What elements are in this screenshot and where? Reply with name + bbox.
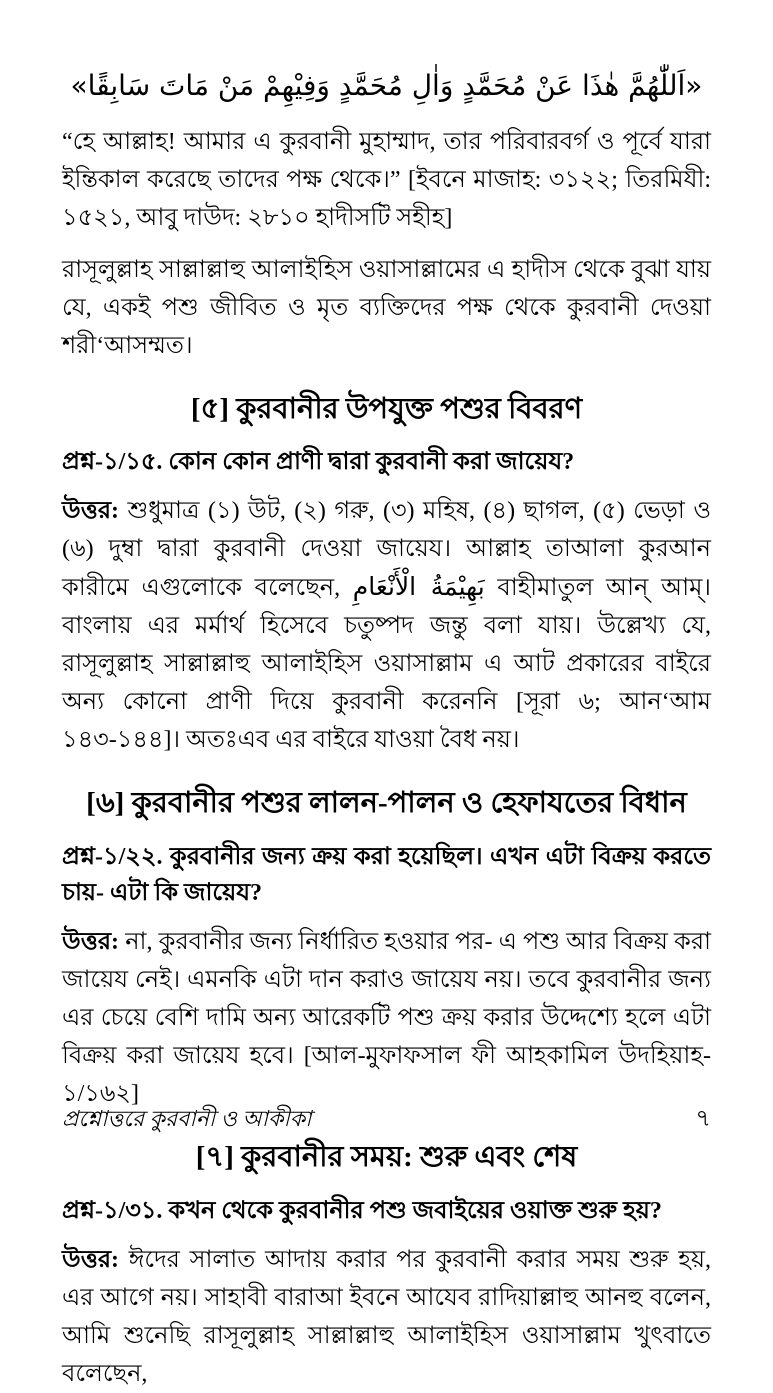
question-1-22: প্রশ্ন-১/২২. কুরবানীর জন্য ক্রয় করা হয়েছিল। এখন এটা বিক্রয় করতে চায়- এটা কি জায়েয? bbox=[62, 844, 711, 907]
section-5-heading: [৫] কুরবানীর উপযুক্ত পশুর বিবরণ bbox=[190, 392, 583, 425]
arabic-dua-line: «اَللّٰهُمَّ هٰذَا عَنْ مُحَمَّدٍ وَاٰلِ مُحَمَّدٍ وَفِيْهِمْ مَنْ مَاتَ سَابِقًا» bbox=[70, 69, 703, 102]
answer-label: উত্তর: bbox=[62, 498, 120, 525]
answer-1-31 bbox=[62, 1241, 711, 1393]
answer-1-15-text-after-arabic: বাহীমাতুল আন্ আম্। বাংলায় এর মর্মার্থ হিসেবে চতুষ্পদ জন্তু বলা যায়। উল্লেখ্য যে, রাসূলুল্লাহ সাল্লাল্লাহু আলাইহিস ওয়াসাল্লাম এ আট প্রকারের বাইরে অন্য কোনো প্রাণী দিয়ে কুরবানী করেননি [সূরা ৬; আন‘আম ১৪৩-১৪৪]। অতঃএব এর বাইরে যাওয়া বৈধ নয়। bbox=[62, 575, 711, 754]
page-footer bbox=[62, 1100, 711, 1140]
question-1-31: প্রশ্ন-১/৩১. কখন থেকে কুরবানীর পশু জবাইয়ের ওয়াক্ত শুরু হয়? bbox=[62, 1197, 662, 1224]
answer-1-22-text: না, কুরবানীর জন্য নির্ধারিত হওয়ার পর- এ পশু আর বিক্রয় করা জায়েয নেই। এমনকি এটা দান করাও জায়েয নয়। তবে কুরবানীর জন্য এর চেয়ে বেশি দামি অন্য আরেকটি পশু ক্রয় করার উদ্দেশ্যে হলে এটা বিক্রয় করা জায়েয হবে। [আল-মুফাফসাল ফী আহকামিল উদহিয়াহ- ১/১৬২] bbox=[62, 929, 711, 1108]
footer-book-title: প্রশ্নোত্তরে কুরবানী ও আকীকা bbox=[62, 1106, 312, 1131]
answer-1-22 bbox=[62, 923, 711, 1113]
answer-1-15 bbox=[62, 492, 711, 759]
answer-1-15-text-before-arabic: শুধুমাত্র (১) উট, (২) গরু, (৩) মহিষ, (৪) ছাগল, (৫) ভেড়া ও (৬) দুম্বা দ্বারা কুরবানী দেওয়া জায়েয। আল্লাহ তাআলা কুরআন কারীমে এগুলোকে বলেছেন, bbox=[62, 498, 711, 602]
arabic-inline-quran-phrase: بَهِيْمَةُ الْأَنْعَامِ bbox=[352, 572, 485, 602]
answer-1-31-text: ঈদের সালাত আদায় করার পর কুরবানী করার সময় শুরু হয়, এর আগে নয়। সাহাবী বারাআ ইবনে আযেব রাদিয়াল্লাহু আনহু বলেন, আমি শুনেছি রাসূলুল্লাহ সাল্লাল্লাহু আলাইহিস ওয়াসাল্লাম খুৎবাতে বলেছেন, bbox=[62, 1246, 711, 1387]
section-7-heading: [৭] কুরবানীর সময়: শুরু এবং শেষ bbox=[195, 1141, 578, 1174]
answer-label: উত্তর: bbox=[62, 929, 120, 956]
question-1-15: প্রশ্ন-১/১৫. কোন কোন প্রাণী দ্বারা কুরবানী করা জায়েয? bbox=[62, 449, 575, 476]
footer-page-number: ৭ bbox=[695, 1106, 711, 1132]
dua-translation-paragraph: “হে আল্লাহ! আমার এ কুরবানী মুহাম্মাদ, তার পরিবারবর্গ ও পূর্বে যারা ইন্তিকাল করেছে তাদের পক্ষ থেকে।” [ইবনে মাজাহ: ৩১২২; তিরমিযী: ১৫২১, আবু দাউদ: ২৮১০ হাদীসটি সহীহ] bbox=[62, 128, 711, 231]
answer-label: উত্তর: bbox=[62, 1246, 120, 1273]
hadith-note-paragraph: রাসূলুল্লাহ সাল্লাল্লাহু আলাইহিস ওয়াসাল্লামের এ হাদীস থেকে বুঝা যায় যে, একই পশু জীবিত ও মৃত ব্যক্তিদের পক্ষ থেকে কুরবানী দেওয়া শরী‘আসম্মত। bbox=[62, 256, 711, 359]
section-6-heading: [৬] কুরবানীর পশুর লালন-পালন ও হেফাযতের বিধান bbox=[86, 787, 687, 820]
